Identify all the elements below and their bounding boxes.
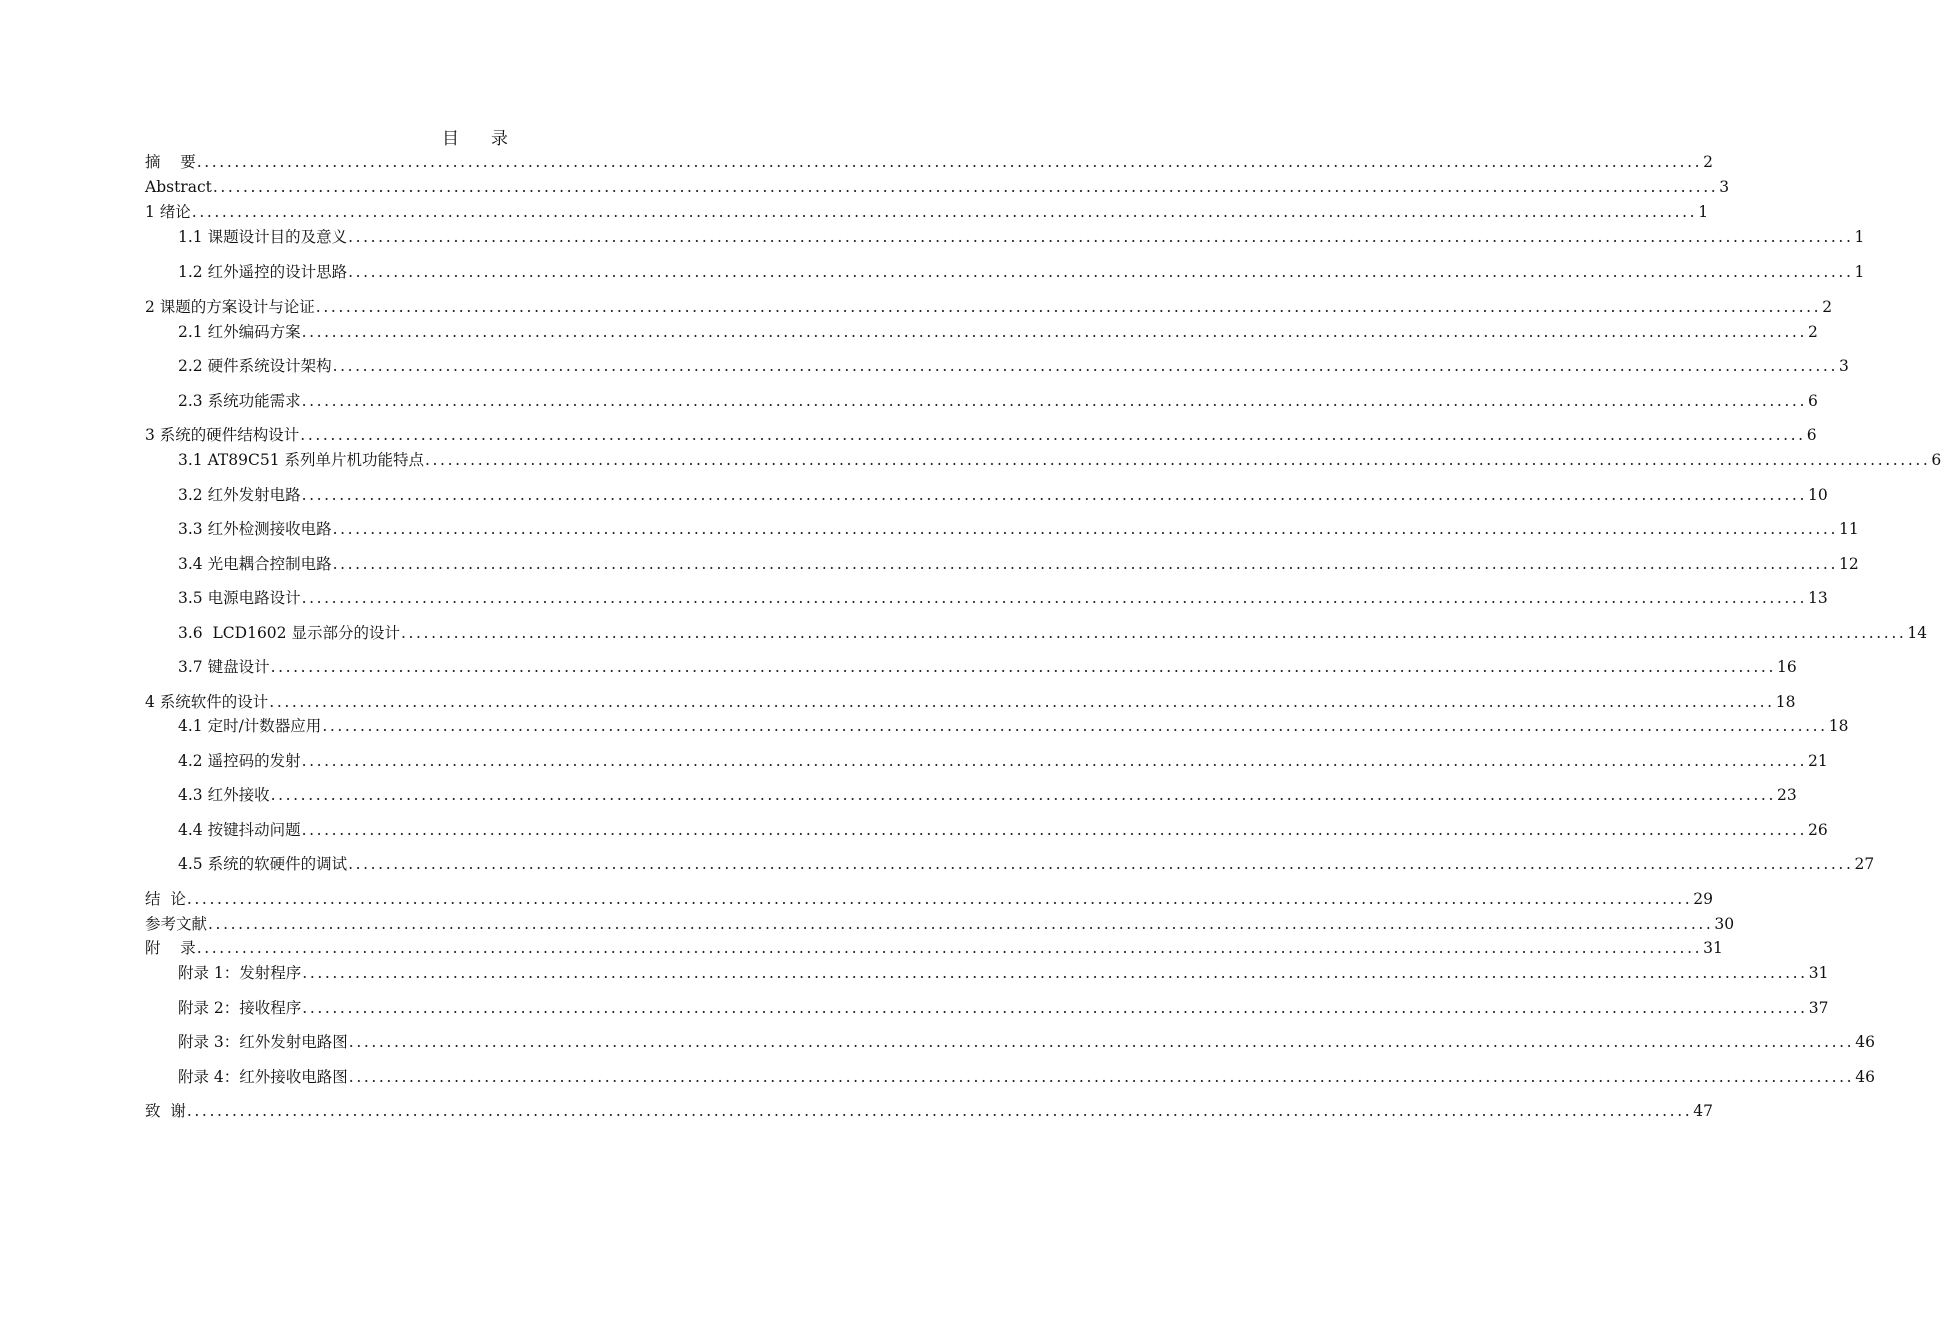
toc-entry-page: 18 xyxy=(1828,717,1849,735)
toc-entry-label: 附录 1：发射程序 xyxy=(178,964,302,982)
toc-entry[interactable] xyxy=(178,515,1859,539)
toc-entry[interactable] xyxy=(178,223,1865,247)
toc-entry[interactable] xyxy=(145,885,1713,909)
toc-entry-label: 4 系统软件的设计 xyxy=(145,693,269,711)
toc-entry-label: 4.1 定时/计数器应用 xyxy=(178,717,322,735)
toc-entry-page: 2 xyxy=(1703,153,1713,171)
toc-entry-page: 3 xyxy=(1838,357,1849,375)
toc-entry-label: 附录 2：接收程序 xyxy=(178,999,302,1017)
toc-entry[interactable] xyxy=(145,198,1709,222)
toc-entry-label: 3 系统的硬件结构设计 xyxy=(145,426,300,444)
toc-entry-page: 27 xyxy=(1854,855,1875,873)
toc-entry-page: 31 xyxy=(1808,964,1829,982)
toc-entry-page: 46 xyxy=(1855,1033,1875,1051)
toc-entry[interactable] xyxy=(178,387,1818,411)
toc-entry-page: 2 xyxy=(1807,323,1818,341)
toc-entry[interactable] xyxy=(178,619,1928,643)
toc-entry-page: 16 xyxy=(1776,658,1797,676)
toc-entry-page: 46 xyxy=(1855,1068,1875,1086)
toc-entry-page: 6 xyxy=(1806,426,1817,444)
toc-entry-page: 6 xyxy=(1931,451,1941,469)
toc-entry[interactable] xyxy=(178,712,1849,736)
toc-leader-dots: ........................................................................................................................................................................................................ xyxy=(191,203,1698,221)
toc-leader-dots: ........................................................................................................................................................................................................ xyxy=(315,298,1822,316)
toc-entry-label: 3.2 红外发射电路 xyxy=(178,486,301,504)
toc-entry-label: 附录 4：红外接收电路图 xyxy=(178,1068,348,1086)
toc-leader-dots: ........................................................................................................................................................................................................ xyxy=(301,486,1807,504)
toc-entry-page: 21 xyxy=(1807,752,1828,770)
toc-entry[interactable] xyxy=(178,258,1865,282)
toc-entry[interactable] xyxy=(145,1097,1713,1121)
toc-entry[interactable] xyxy=(178,781,1797,805)
toc-entry-page: 14 xyxy=(1907,624,1928,642)
toc-leader-dots: ........................................................................................................................................................................................................ xyxy=(301,392,1807,410)
toc-entry-label: 3.6 LCD1602 显示部分的设计 xyxy=(178,624,400,642)
toc-leader-dots: ........................................................................................................................................................................................................ xyxy=(348,263,1854,281)
toc-entry-label: 4.5 系统的软硬件的调试 xyxy=(178,855,348,873)
toc-leader-dots: ........................................................................................................................................................................................................ xyxy=(301,752,1807,770)
toc-entry[interactable] xyxy=(145,910,1735,934)
toc-leader-dots: ........................................................................................................................................................................................................ xyxy=(301,821,1807,839)
toc-entry-page: 11 xyxy=(1838,520,1859,538)
toc-leader-dots: ........................................................................................................................................................................................................ xyxy=(270,658,1776,676)
toc-entry-label: 2.3 系统功能需求 xyxy=(178,392,301,410)
toc-entry-page: 1 xyxy=(1854,228,1865,246)
toc-leader-dots: ........................................................................................................................................................................................................ xyxy=(212,178,1719,196)
toc-leader-dots: ........................................................................................................................................................................................................ xyxy=(302,999,1808,1017)
toc-leader-dots: ........................................................................................................................................................................................................ xyxy=(300,426,1806,444)
toc-entry-label: 2.1 红外编码方案 xyxy=(178,323,301,341)
toc-entry-label: 结 论 xyxy=(145,890,186,908)
toc-leader-dots: ........................................................................................................................................................................................................ xyxy=(196,939,1703,957)
toc-leader-dots: ........................................................................................................................................................................................................ xyxy=(348,228,1854,246)
toc-entry-page: 2 xyxy=(1822,298,1833,316)
toc-entry[interactable] xyxy=(145,173,1730,197)
toc-entry-page: 10 xyxy=(1807,486,1828,504)
toc-entry-page: 1 xyxy=(1698,203,1709,221)
toc-entry-label: 1.2 红外遥控的设计思路 xyxy=(178,263,348,281)
toc-entry-page: 31 xyxy=(1703,939,1723,957)
toc-title xyxy=(0,124,950,149)
toc-entry-label: 2.2 硬件系统设计架构 xyxy=(178,357,332,375)
toc-entry-page: 47 xyxy=(1693,1102,1713,1120)
toc-entry-label: 摘 要 xyxy=(145,153,196,171)
toc-entry[interactable] xyxy=(178,850,1875,874)
toc-entry-label: 4.4 按键抖动问题 xyxy=(178,821,301,839)
toc-entry[interactable] xyxy=(178,994,1829,1018)
toc-entry[interactable] xyxy=(178,1063,1875,1087)
toc-leader-dots: ........................................................................................................................................................................................................ xyxy=(348,1033,1855,1051)
toc-entry-label: 2 课题的方案设计与论证 xyxy=(145,298,315,316)
toc-leader-dots: ........................................................................................................................................................................................................ xyxy=(301,323,1807,341)
toc-entry-page: 37 xyxy=(1808,999,1829,1017)
toc-entry-page: 13 xyxy=(1807,589,1828,607)
toc-entry-label: 参考文献 xyxy=(145,915,208,933)
toc-entry[interactable] xyxy=(145,934,1723,958)
toc-entry-page: 18 xyxy=(1775,693,1796,711)
toc-entry[interactable] xyxy=(178,318,1818,342)
toc-entry[interactable] xyxy=(178,446,1941,470)
toc-leader-dots: ........................................................................................................................................................................................................ xyxy=(332,555,1838,573)
toc-entry[interactable] xyxy=(178,653,1797,677)
toc-entry-page: 23 xyxy=(1776,786,1797,804)
toc-leader-dots: ........................................................................................................................................................................................................ xyxy=(348,855,1854,873)
toc-entry[interactable] xyxy=(178,816,1828,840)
toc-entry-label: 致 谢 xyxy=(145,1102,186,1120)
toc-leader-dots: ........................................................................................................................................................................................................ xyxy=(208,915,1714,933)
toc-leader-dots: ........................................................................................................................................................................................................ xyxy=(186,1102,1693,1120)
toc-entry-label: 附 录 xyxy=(145,939,196,957)
toc-entry-page: 3 xyxy=(1719,178,1730,196)
toc-entry[interactable] xyxy=(145,421,1817,445)
toc-entry-label: 1.1 课题设计目的及意义 xyxy=(178,228,348,246)
toc-entry-label: 3.1 AT89C51 系列单片机功能特点 xyxy=(178,451,424,469)
toc-leader-dots: ........................................................................................................................................................................................................ xyxy=(196,153,1703,171)
toc-leader-dots: ........................................................................................................................................................................................................ xyxy=(400,624,1907,642)
toc-leader-dots: ........................................................................................................................................................................................................ xyxy=(270,786,1776,804)
toc-leader-dots: ........................................................................................................................................................................................................ xyxy=(186,890,1693,908)
toc-entry-label: 3.3 红外检测接收电路 xyxy=(178,520,332,538)
toc-entry-page: 30 xyxy=(1714,915,1735,933)
toc-entry[interactable] xyxy=(178,959,1829,983)
toc-entry[interactable] xyxy=(178,1028,1875,1052)
toc-title-char: 目 xyxy=(442,129,459,149)
toc-entry[interactable] xyxy=(145,688,1796,712)
toc-entry-label: 附录 3：红外发射电路图 xyxy=(178,1033,348,1051)
toc-leader-dots: ........................................................................................................................................................................................................ xyxy=(425,451,1931,469)
toc-entry-label: 4.2 遥控码的发射 xyxy=(178,752,301,770)
toc-entry-label: 1 绪论 xyxy=(145,203,191,221)
toc-leader-dots: ........................................................................................................................................................................................................ xyxy=(302,964,1808,982)
toc-leader-dots: ........................................................................................................................................................................................................ xyxy=(348,1068,1855,1086)
toc-entry[interactable] xyxy=(178,352,1849,376)
toc-entry[interactable] xyxy=(178,584,1828,608)
toc-entry-label: 3.7 键盘设计 xyxy=(178,658,270,676)
toc-entry-label: 4.3 红外接收 xyxy=(178,786,270,804)
toc-entry-label: 3.5 电源电路设计 xyxy=(178,589,301,607)
toc-leader-dots: ........................................................................................................................................................................................................ xyxy=(322,717,1828,735)
toc-entry-label: Abstract xyxy=(145,178,212,196)
toc-entry-page: 29 xyxy=(1693,890,1713,908)
toc-title-char: 录 xyxy=(491,129,508,149)
toc-entry-page: 1 xyxy=(1854,263,1865,281)
toc-leader-dots: ........................................................................................................................................................................................................ xyxy=(301,589,1807,607)
toc-leader-dots: ........................................................................................................................................................................................................ xyxy=(332,520,1838,538)
toc-entry-page: 12 xyxy=(1838,555,1859,573)
toc-entry-label: 3.4 光电耦合控制电路 xyxy=(178,555,332,573)
toc-entry[interactable] xyxy=(145,148,1713,172)
toc-entry-page: 26 xyxy=(1807,821,1828,839)
toc-leader-dots: ........................................................................................................................................................................................................ xyxy=(332,357,1838,375)
toc-leader-dots: ........................................................................................................................................................................................................ xyxy=(269,693,1775,711)
toc-entry[interactable] xyxy=(178,747,1828,771)
toc-entry[interactable] xyxy=(178,550,1859,574)
toc-entry[interactable] xyxy=(145,293,1833,317)
toc-entry[interactable] xyxy=(178,481,1828,505)
toc-entry-page: 6 xyxy=(1807,392,1818,410)
